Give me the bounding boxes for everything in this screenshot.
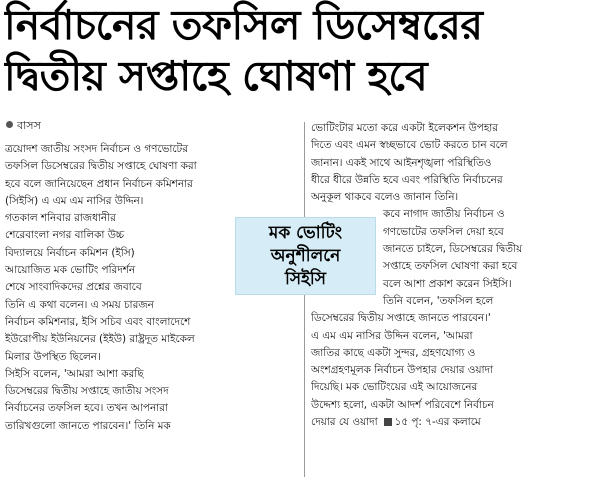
text-line: ভোটিংটার মতো করে একটা ইলেকশন উপহার xyxy=(311,122,499,134)
text-line: আয়োজিত মক ভোটিং পরিদর্শন xyxy=(5,264,136,277)
text-line: এ এম এম নাসির উদ্দিন বলেন, 'আমরা xyxy=(311,329,473,342)
headline-line-2: দ্বিতীয় সপ্তাহে ঘোষণা হবে xyxy=(4,52,428,100)
pull-quote-line-1: মক ভোটিং xyxy=(268,222,343,243)
text-line: তফসিল ডিসেম্বরের দ্বিতীয় সপ্তাহে ঘোষণা করা xyxy=(5,160,197,173)
text-line: সপ্তাহে তফসিল ঘোষণা করা হবে xyxy=(383,260,518,273)
text-line: জানতে চাইলে, ডিসেম্বরের দ্বিতীয় xyxy=(383,243,523,256)
text-line: দিতে এবং এমন স্বচ্ছভাবে ভোট করতে চান বলে xyxy=(311,139,508,152)
text-line: দেয়ার যে ওয়াদা xyxy=(311,416,378,429)
text-line: ত্রয়োদশ জাতীয় সংসদ নির্বাচন ও গণভোটের xyxy=(5,143,188,155)
square-bullet-icon xyxy=(384,418,392,426)
text-line: বিদ্যালয়ে নির্বাচন কমিশন (ইসি) xyxy=(5,246,135,259)
column-divider xyxy=(304,122,305,477)
text-line: তারিখগুলো জানতে পারবেন।' তিনি মক xyxy=(5,419,171,432)
text-line: ডিসেম্বরের দ্বিতীয় সপ্তাহে জানতে পারবেন।' xyxy=(311,312,491,325)
text-line: তিনি এ কথা বলেন। এ সময় চারজন xyxy=(5,298,154,311)
text-line: মিলার উপস্থিত ছিলেন। xyxy=(5,350,101,363)
pull-quote-line-3: সিইসি xyxy=(284,268,327,289)
text-line: (সিইসি) এ এম এম নাসির উদ্দিন। xyxy=(5,194,144,207)
text-line: ধীরে ধীরে উন্নতি হবে এবং পরিস্থিতি নির্বাচনের xyxy=(311,173,503,186)
text-line: সিইসি বলেন, 'আমরা আশা করছি xyxy=(5,367,144,380)
text-line: গতকাল শনিবার রাজধানীর xyxy=(5,212,116,225)
text-line: বলে আশা প্রকাশ করেন সিইসি। xyxy=(383,277,512,290)
text-line: নির্বাচনের তফসিল হবে। তখন আপনারা xyxy=(5,402,168,415)
continuation-note: ১৫ পৃ: ৭-এর কলামে xyxy=(394,416,481,429)
pull-quote-line-2: অনুশীলনে xyxy=(270,245,341,266)
text-line: ইউরোপীয় ইউনিয়নের (ইইউ) রাষ্ট্রদূত মাইকেল xyxy=(5,333,195,346)
text-line: শেষে সাংবাদিকদের প্রশ্নের জবাবে xyxy=(5,281,142,294)
text-line: দিয়েছি। মক ভোটিংয়ের এই আয়োজনের xyxy=(311,381,478,394)
text-line: অংশগ্রহণমূলক নির্বাচন উপহার দেয়ার ওয়াদা xyxy=(311,364,494,377)
text-line: তিনি বলেন, 'তফসিল হলে xyxy=(383,294,494,307)
text-line: নির্বাচন কমিশনার, ইসি সচিব এবং বাংলাদেশে xyxy=(5,315,191,328)
text-line: গণভোটের তফসিল দেয়া হবে xyxy=(383,225,504,238)
text-line: অনুকূল থাকবে বলেও জানান তিনি। xyxy=(311,191,459,204)
byline xyxy=(6,119,41,133)
text-line: হবে বলে জানিয়েছেন প্রধান নির্বাচন কমিশনার xyxy=(5,177,193,190)
bullet-icon xyxy=(6,121,13,128)
text-line: জানান। একই সাথে আইনশৃঙ্খলা পরিস্থিতিও xyxy=(311,156,492,169)
text-line: ডিসেম্বরের দ্বিতীয় সপ্তাহে জাতীয় সংসদ xyxy=(5,385,169,398)
text-line: কবে নাগাদ জাতীয় নির্বাচন ও xyxy=(383,208,505,221)
text-line: জাতির কাছে একটা সুন্দর, গ্রহণযোগ্য ও xyxy=(311,346,476,359)
byline-source: বাসস xyxy=(17,119,41,132)
headline xyxy=(4,0,609,102)
headline-line-1: নির্বাচনের তফসিল ডিসেম্বরের xyxy=(4,1,483,49)
last-line xyxy=(311,414,607,431)
text-line: শেরেবাংলা নগর বালিকা উচ্চ xyxy=(5,229,125,242)
pull-quote xyxy=(235,217,376,295)
text-line: উদ্দেশ্য হলো, একটা আদর্শ পরিবেশে নির্বাচন xyxy=(311,398,494,411)
